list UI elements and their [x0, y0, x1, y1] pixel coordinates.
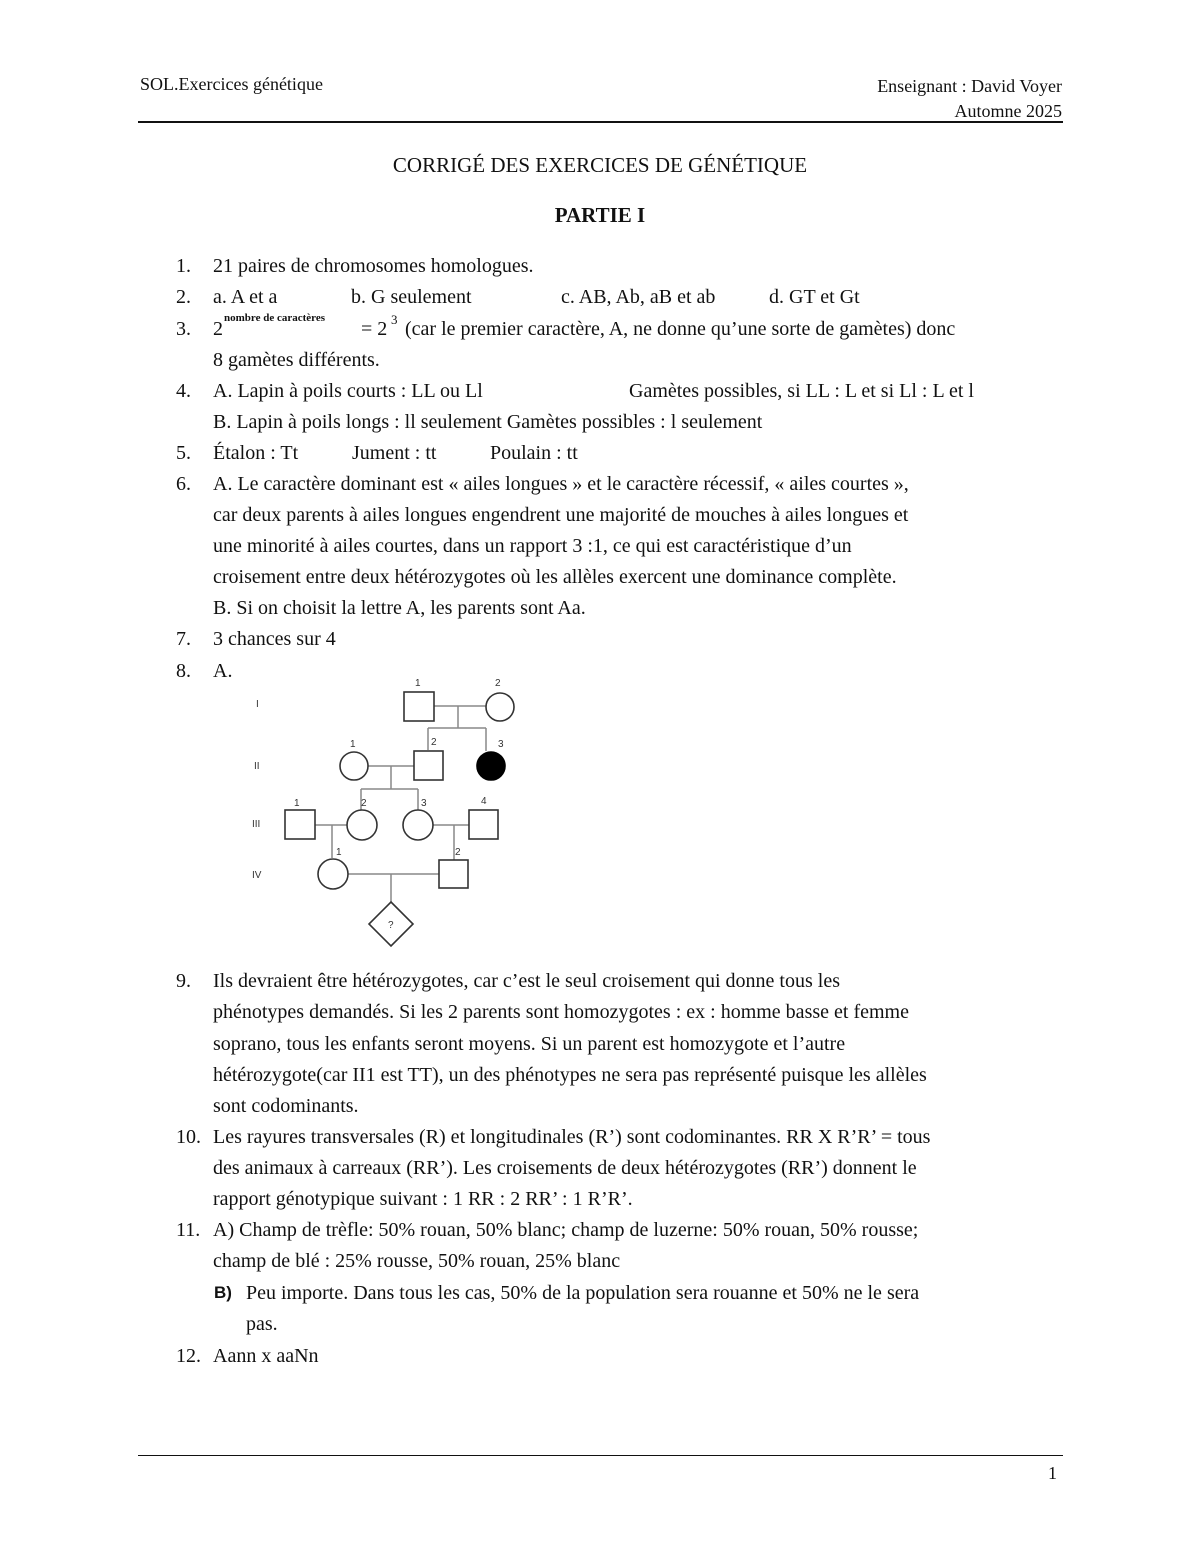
page-number: 1: [1048, 1463, 1057, 1483]
id-label: 2: [495, 678, 501, 689]
q3-rest: (car le premier caractère, A, ne donne qu’une sorte de gamètes) donc: [405, 318, 956, 340]
q8-number: 8.: [176, 660, 191, 682]
id-label: 3: [421, 798, 427, 809]
id-label: 1: [415, 678, 421, 689]
q3-exponent2: 3: [391, 312, 398, 327]
male-iv2: [439, 860, 468, 888]
q7-number: 7.: [176, 628, 191, 650]
q9-line: phénotypes demandés. Si les 2 parents sont homozygotes : ex : homme basse et femme: [213, 1001, 909, 1023]
female-iii3: [403, 810, 433, 840]
q1-number: 1.: [176, 255, 191, 277]
q1-text: 21 paires de chromosomes homologues.: [213, 255, 534, 277]
female-iii2: [347, 810, 377, 840]
id-label: 4: [481, 796, 487, 807]
q9-line: sont codominants.: [213, 1095, 359, 1117]
q6-line: une minorité à ailes courtes, dans un rapport 3 :1, ce qui est caractéristique d’un: [213, 535, 852, 557]
q5-stallion: Étalon : Tt: [213, 442, 299, 464]
id-label: 1: [350, 739, 356, 750]
q5-number: 5.: [176, 442, 191, 464]
q9-line: soprano, tous les enfants seront moyens. Si un parent est homozygote et l’autre: [213, 1033, 846, 1055]
affected-female-ii3: [477, 752, 505, 780]
q8-text: A.: [213, 660, 233, 682]
male-iii4: [469, 810, 498, 839]
q7-text: 3 chances sur 4: [213, 628, 336, 650]
pedigree-diagram: [230, 665, 530, 950]
male-iii1: [285, 810, 315, 839]
q11-line: A) Champ de trèfle: 50% rouan, 50% blanc; champ de luzerne: 50% rouan, 50% rousse;: [213, 1219, 919, 1241]
q3-exponent: nombre de caractères: [224, 312, 326, 324]
q2-b: b. G seulement: [351, 286, 472, 308]
id-label: 2: [361, 798, 367, 809]
footer-rule: [138, 1455, 1063, 1456]
q2-d: d. GT et Gt: [769, 286, 860, 308]
q10-line: rapport génotypique suivant : 1 RR : 2 RR’ : 1 R’R’.: [213, 1188, 633, 1210]
id-label: 2: [431, 737, 437, 748]
q9-line: Ils devraient être hétérozygotes, car c’est le seul croisement qui donne tous les: [213, 970, 840, 992]
q11-b-label: B): [214, 1283, 232, 1302]
generation-label: II: [254, 761, 260, 772]
q11-b-line: pas.: [246, 1313, 278, 1335]
q10-line: Les rayures transversales (R) et longitudinales (R’) sont codominantes. RR X R’R’ = tous: [213, 1126, 931, 1148]
q6-line: croisement entre deux hétérozygotes où les allèles exercent une dominance complète.: [213, 566, 897, 588]
document-title: CORRIGÉ DES EXERCICES DE GÉNÉTIQUE: [392, 153, 808, 177]
id-label: 1: [336, 847, 342, 858]
q4-a-gametes: Gamètes possibles, si LL : L et si Ll : L et l: [629, 380, 974, 402]
header-course-title: SOL.Exercices génétique: [140, 74, 323, 94]
q2-a: a. A et a: [213, 286, 278, 308]
id-label: 3: [498, 739, 504, 750]
unknown-child-label: ?: [388, 920, 394, 931]
q4-number: 4.: [176, 380, 191, 402]
q6-number: 6.: [176, 473, 191, 495]
q6-line: car deux parents à ailes longues engendrent une majorité de mouches à ailes longues et: [213, 504, 909, 526]
id-label: 1: [294, 798, 300, 809]
section-title: PARTIE I: [554, 203, 646, 227]
generation-label: III: [252, 819, 261, 830]
female-ii1: [340, 752, 368, 780]
male-i1: [404, 692, 434, 721]
q12-text: Aann x aaNn: [213, 1345, 319, 1367]
q10-number: 10.: [176, 1126, 201, 1148]
q6-line: A. Le caractère dominant est « ailes longues » et le caractère récessif, « ailes courtes »,: [213, 473, 909, 495]
q2-number: 2.: [176, 286, 191, 308]
q3-number: 3.: [176, 318, 191, 340]
q3-line2: 8 gamètes différents.: [213, 349, 380, 371]
header-rule: [138, 121, 1063, 123]
header-term: Automne 2025: [954, 101, 1062, 121]
q3-equals: = 2: [361, 318, 388, 340]
q9-line: hétérozygote(car II1 est TT), un des phénotypes ne sera pas représenté puisque les allèles: [213, 1064, 927, 1086]
q6-line: B. Si on choisit la lettre A, les parents sont Aa.: [213, 597, 586, 619]
q5-mare: Jument : tt: [352, 442, 437, 464]
generation-label: I: [256, 699, 259, 710]
header-teacher: Enseignant : David Voyer: [877, 76, 1062, 96]
q4-a: A. Lapin à poils courts : LL ou Ll: [213, 380, 483, 402]
q5-foal: Poulain : tt: [490, 442, 578, 464]
generation-label: IV: [252, 870, 262, 881]
female-iv1: [318, 859, 348, 889]
q12-number: 12.: [176, 1345, 201, 1367]
q11-b-line: Peu importe. Dans tous les cas, 50% de la population sera rouanne et 50% ne le sera: [246, 1282, 920, 1304]
header-teacher-block: [877, 74, 1062, 124]
q3-base: 2: [213, 318, 223, 340]
q4-b: B. Lapin à poils longs : ll seulement Gamètes possibles : l seulement: [213, 411, 763, 433]
q11-line: champ de blé : 25% rousse, 50% rouan, 25% blanc: [213, 1250, 621, 1272]
id-label: 2: [455, 847, 461, 858]
q11-number: 11.: [176, 1219, 201, 1241]
male-ii2: [414, 751, 443, 780]
female-i2: [486, 693, 514, 721]
q2-c: c. AB, Ab, aB et ab: [561, 286, 716, 308]
q9-number: 9.: [176, 970, 191, 992]
q10-line: des animaux à carreaux (RR’). Les croisements de deux hétérozygotes (RR’) donnent le: [213, 1157, 917, 1179]
